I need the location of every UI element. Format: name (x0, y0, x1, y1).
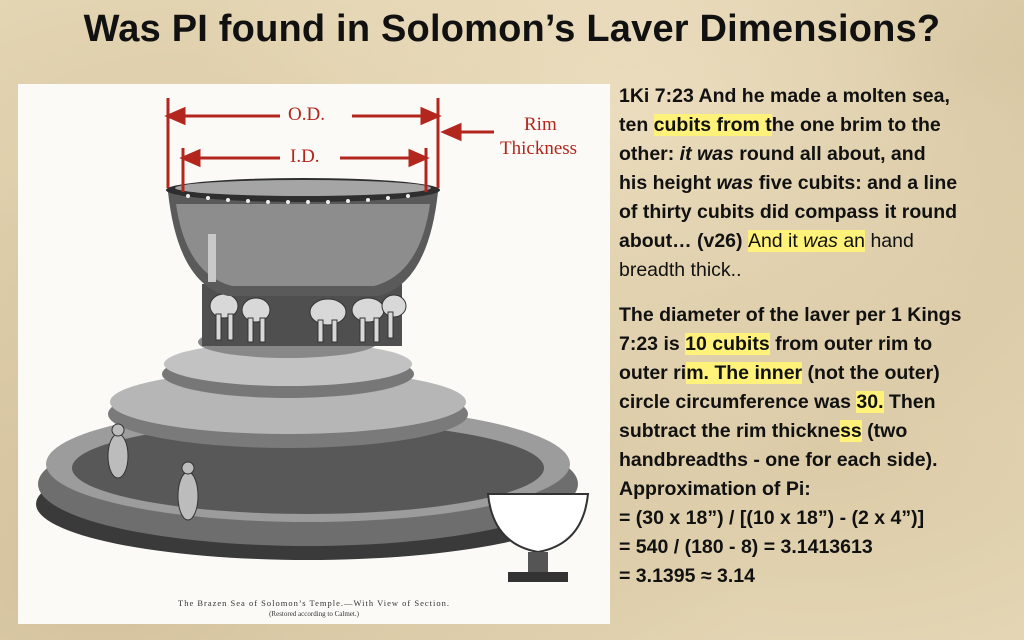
highlight: 10 cubits (685, 333, 770, 355)
verse-line: ten cubits from the one brim to the (619, 114, 941, 136)
formula-line: = (30 x 18”) / [(10 x 18”) - (2 x 4”)] (619, 507, 925, 529)
highlight: cubits from t (653, 114, 772, 136)
explanation (619, 301, 1019, 591)
dimension-lines (168, 98, 494, 192)
explanation-line: 7:23 is 10 cubits from outer rim to (619, 333, 933, 355)
id-arrow-right (410, 151, 426, 165)
verse-line: other: it was round all about, and (619, 143, 926, 165)
verse-line: of thirty cubits did compass it round (619, 201, 958, 223)
id-label: I.D. (290, 146, 320, 167)
highlight: ss (840, 420, 862, 442)
highlight: m. The inner (686, 362, 803, 384)
rim-pointer-arrow (444, 125, 460, 139)
text-column (619, 82, 1019, 591)
formula-line: = 3.1395 ≈ 3.14 (619, 565, 755, 587)
rim-label-line1: Rim (524, 114, 557, 135)
verse-line: 1Ki 7:23 And he made a molten sea, (619, 85, 950, 107)
rim-label-line2: Thickness (500, 138, 578, 159)
explanation-line: handbreadths - one for each side). (619, 449, 938, 471)
verse-line: his height was five cubits: and a line (619, 172, 958, 194)
bowl-shine (208, 234, 216, 282)
od-arrow-right (422, 109, 438, 123)
slide-title: Was PI found in Solomon’s Laver Dimensions? (83, 8, 941, 50)
explanation-line: Approximation of Pi: (619, 478, 811, 500)
explanation-line: subtract the rim thickness (two (619, 420, 908, 442)
laver-illustration (18, 84, 610, 624)
explanation-line: outer rim. The inner (not the outer) (619, 362, 940, 384)
explanation-line: circle circumference was 30. Then (619, 391, 936, 413)
od-label: O.D. (288, 104, 325, 125)
verse-quote (619, 82, 1019, 285)
figure-subcaption: (Restored according to Calmet.) (269, 610, 359, 618)
bowl-rim-inner (175, 180, 431, 196)
verse-line: breadth thick.. (619, 259, 742, 281)
highlight: And it was an (747, 230, 866, 252)
highlight: 30. (856, 391, 884, 413)
verse-line: about… (v26) And it was an hand (619, 230, 914, 252)
formula-line: = 540 / (180 - 8) = 3.1413613 (619, 536, 873, 558)
explanation-line: The diameter of the laver per 1 Kings (619, 304, 962, 326)
figure-caption: The Brazen Sea of Solomon’s Temple.—With View of Section. (178, 598, 450, 608)
od-arrow-left (168, 109, 184, 123)
id-arrow-left (183, 151, 199, 165)
